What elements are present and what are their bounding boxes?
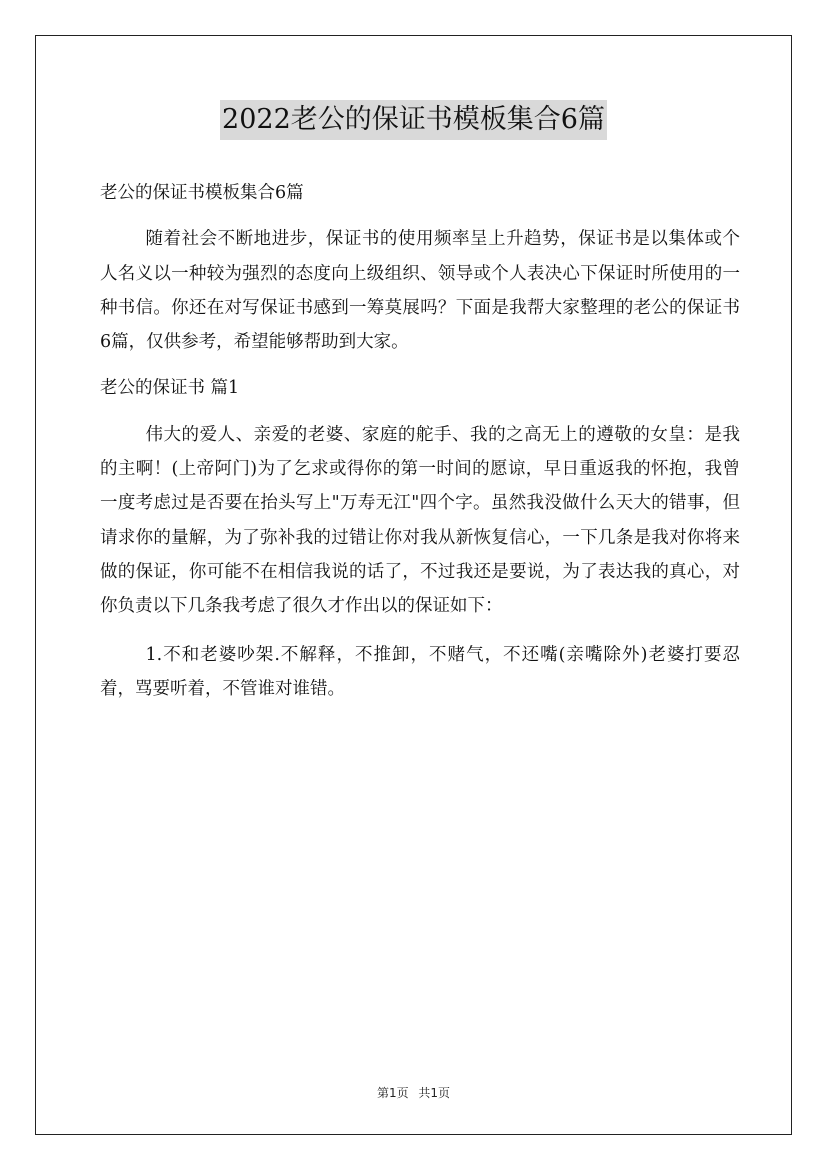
section-body-paragraph: 伟大的爱人、亲爱的老婆、家庭的舵手、我的之高无上的遵敬的女皇：是我的主啊！(上帝阿门)为了乞求或得你的第一时间的愿谅，早日重返我的怀抱，我曾一度考虑过是否要在抬头写上"万寿无江"四个字。虽然我没做什么天大的错事，但请求你的量解，为了弥补我的过错让你对我从新恢复信心，一下几条是我对你将来做的保证，你可能不在相信我说的话了，不过我还是要说，为了表达我的真心，对你负责以下几条我考虑了很久才作出以的保证如下： — [100, 424, 740, 617]
spacer — [100, 624, 740, 638]
page-number: 第1页 — [376, 1086, 409, 1100]
spacer — [100, 406, 740, 418]
spacer — [100, 210, 740, 222]
document-subtitle: 老公的保证书模板集合6篇 — [100, 183, 304, 203]
intro-paragraph: 随着社会不断地进步，保证书的使用频率呈上升趋势，保证书是以集体或个人名义以一种较为强烈的态度向上级组织、领导或个人表决心下保证时所使用的一种书信。你还在对写保证书感到一筹莫展吗？下面是我帮大家整理的老公的保证书6篇，仅供参考，希望能够帮助到大家。 — [100, 229, 740, 353]
section-heading: 老公的保证书 篇1 — [100, 378, 240, 399]
page-footer — [0, 1084, 827, 1101]
title-container — [0, 100, 827, 140]
spacer — [100, 359, 740, 371]
document-title: 2022老公的保证书模板集合6篇 — [220, 100, 607, 140]
document-body — [100, 176, 740, 706]
list-item-1: 1.不和老婆吵架.不解释，不推卸，不赌气，不还嘴(亲嘴除外)老婆打要忍着，骂要听着，不管谁对谁错。 — [100, 644, 740, 699]
page-total: 共1页 — [418, 1086, 451, 1100]
